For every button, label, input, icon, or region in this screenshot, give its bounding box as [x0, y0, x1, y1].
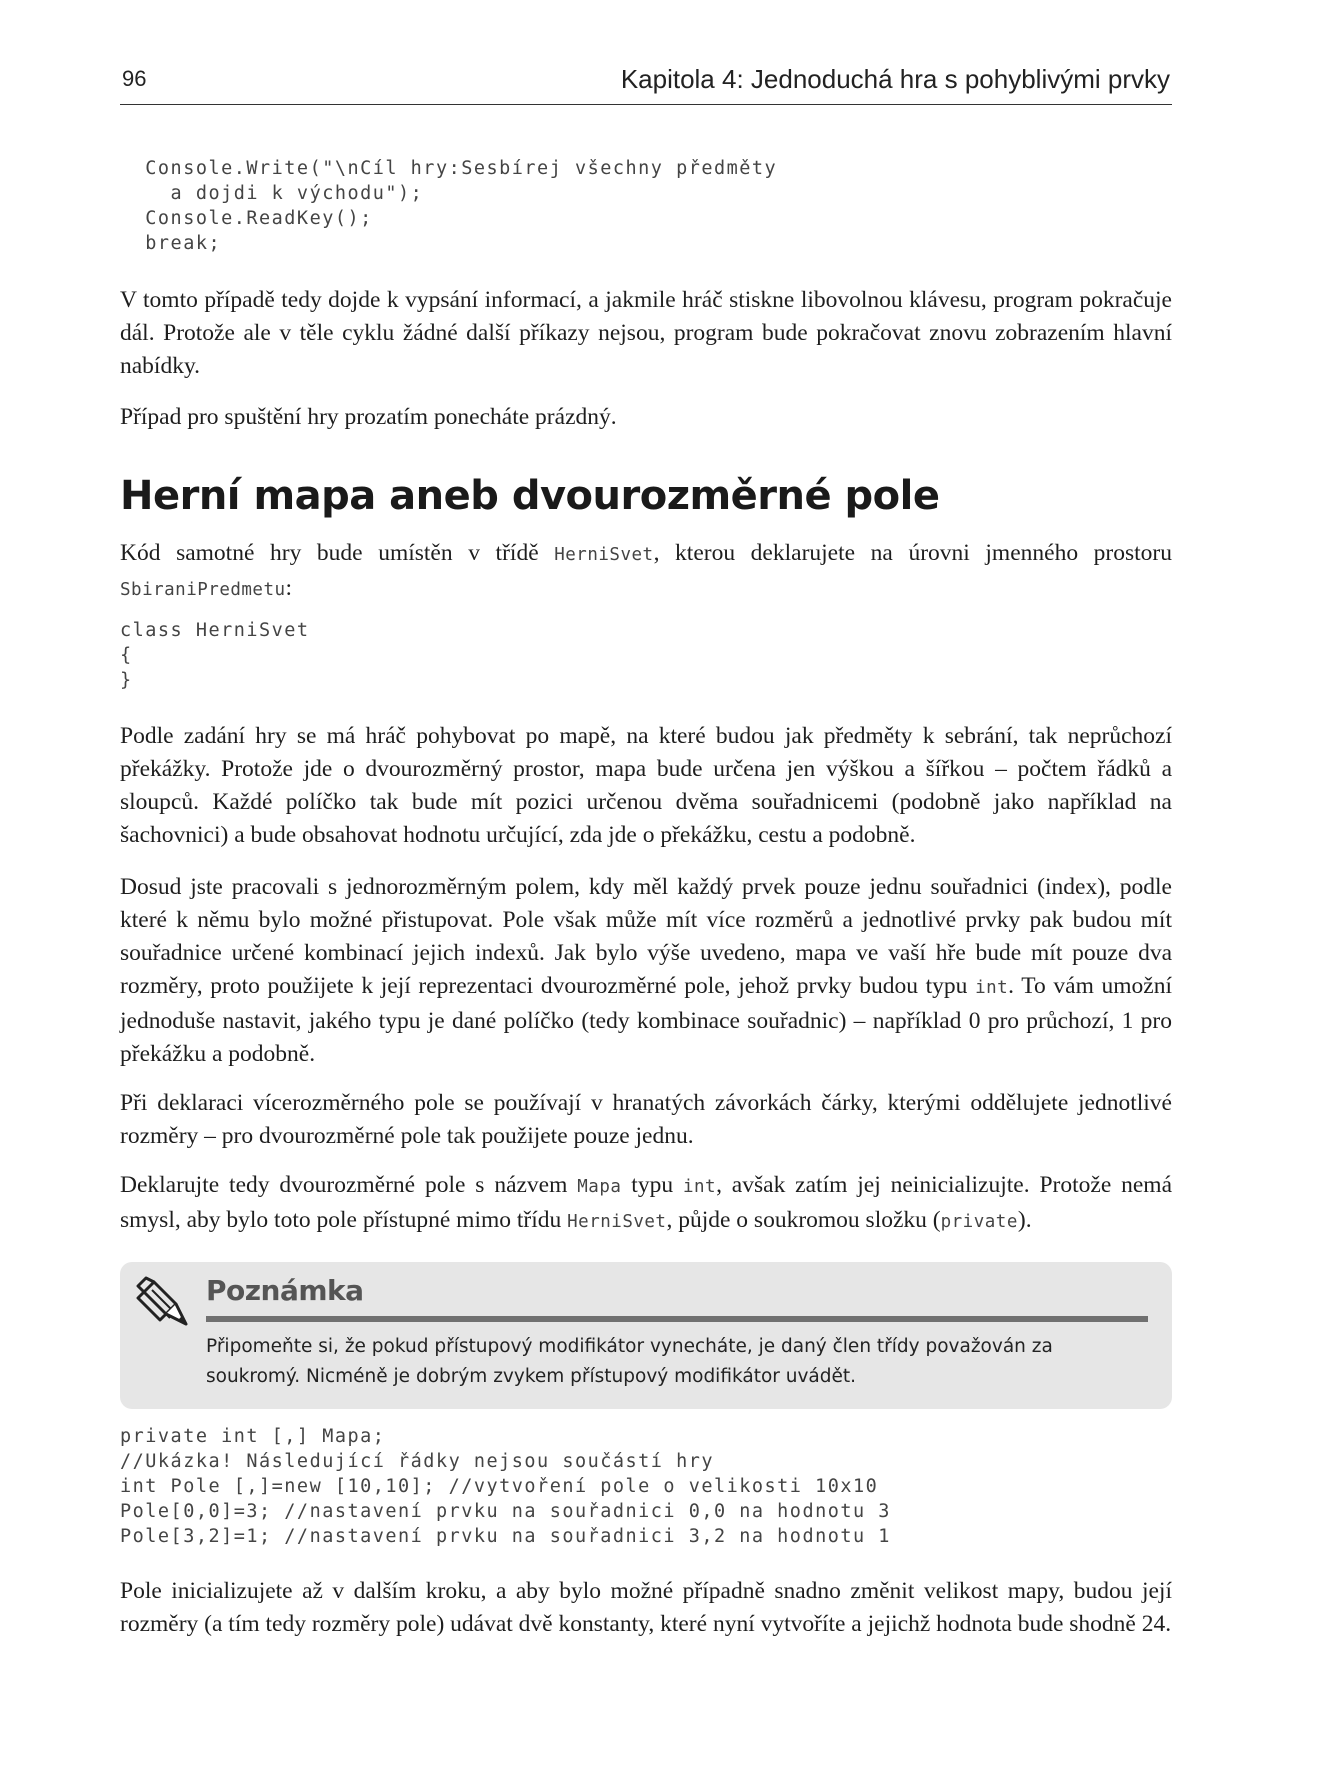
inline-code: int	[975, 978, 1009, 998]
code-line: Console.Write("\nCíl hry:Sesbírej všechny předměty	[120, 158, 778, 179]
paragraph-constants: Pole inicializujete až v dalším kroku, a aby bylo možné případně snadno změnit velikost mapy, budou její rozměry (a tím tedy rozměry pole) udávat dvě konstanty, které nyní vytvoříte a jejichž hodnota bude shodně 24.	[120, 1578, 1172, 1637]
note-box	[120, 1262, 1172, 1409]
code-line: {	[120, 645, 133, 666]
code-line: }	[120, 670, 133, 691]
code-line: break;	[120, 233, 222, 254]
paragraph-arrays	[120, 871, 1172, 1071]
inline-code: int	[682, 1177, 717, 1197]
paragraph-class-location	[120, 537, 1172, 607]
paragraph-declaration: Při deklaraci vícerozměrného pole se používají v hranatých závorkách čárky, kterými oddělujete jednotlivé rozměry – pro dvourozměrné pole tak použijete pouze jednu.	[120, 1090, 1172, 1149]
code-line: class HerniSvet	[120, 620, 310, 641]
pencil-note-icon	[136, 1276, 194, 1334]
paragraph-map-description: Podle zadání hry se má hráč pohybovat po mapě, na které budou jak předměty k sebrání, tak neprůchozí překážky. Protože jde o dvourozměrný prostor, mapa bude určena jen výškou a šířkou – počtem řádků a sloupců. Každé políčko tak bude mít pozici určenou dvěma souřadnicemi (podobně jako například na šachovnici) a bude obsahovat hodnotu určující, zda jde o překážku, cestu a podobně.	[120, 723, 1172, 848]
text-run: Dosud jste pracovali s jednorozměrným polem, kdy měl každý prvek pouze jednu souřadnici (index), podle které k němu bylo možné přistupovat. Pole však může mít více rozměrů a jednotlivé prvky pak budou mít souřadnice určené kombinací jejich indexů. Jak bylo výše uvedeno, mapa ve vaší hře bude mít pouze dva rozměry, proto použijete k její reprezentaci dvourozměrné pole, jehož prvky budou typu	[120, 874, 1172, 999]
inline-code: Mapa	[577, 1177, 622, 1197]
paragraph-empty-case: Případ pro spuštění hry prozatím ponecháte prázdný.	[120, 404, 617, 430]
section-heading: Herní mapa aneb dvourozměrné pole	[120, 473, 940, 519]
code-line: int Pole [,]=new [10,10]; //vytvoření pole o velikosti 10x10	[120, 1476, 879, 1497]
code-line: Pole[3,2]=1; //nastavení prvku na souřadnici 3,2 na hodnotu 1	[120, 1526, 891, 1547]
text-run: . To vám umožní jednoduše nastavit, jakého typu je dané políčko (tedy kombinace souřadnic) – například 0 pro průchozí, 1 pro překážku a podobně.	[120, 973, 1172, 1067]
code-line: a dojdi k východu");	[120, 183, 424, 204]
text-run: Kód samotné hry bude umístěn v třídě	[120, 540, 555, 566]
text-run: , avšak zatím jej neinicializujte. Protože nemá smysl, aby bylo toto pole přístupné mimo třídu	[120, 1172, 1173, 1233]
code-line: Console.ReadKey();	[120, 208, 373, 229]
inline-code: HerniSvet	[554, 545, 654, 565]
code-block-console	[120, 156, 777, 256]
code-block-class	[120, 618, 310, 693]
paragraph-declare-map	[120, 1169, 1172, 1239]
page-number: 96	[122, 66, 147, 91]
inline-code: private	[940, 1212, 1018, 1232]
chapter-title: Kapitola 4: Jednoduchá hra s pohyblivými prvky	[620, 64, 1170, 94]
note-divider	[206, 1316, 1148, 1322]
paragraph-intro: V tomto případě tedy dojde k vypsání informací, a jakmile hráč stiskne libovolnou klávesu, program pokračuje dál. Protože ale v těle cyklu žádné další příkazy nejsou, program bude pokračovat znovu zobrazením hlavní nabídky.	[120, 287, 1172, 379]
note-title: Poznámka	[206, 1274, 364, 1307]
text-run: , půjde o soukromou složku (	[666, 1207, 941, 1233]
text-run: ).	[1017, 1207, 1032, 1233]
code-block-array	[120, 1424, 891, 1549]
text-run: typu	[621, 1172, 683, 1198]
text-run: , kterou deklarujete na úrovni jmenného prostoru	[653, 540, 1172, 566]
inline-code: HerniSvet	[567, 1212, 667, 1232]
note-text: Připomeňte si, že pokud přístupový modifikátor vynecháte, je daný člen třídy považován za soukromý. Nicméně je dobrým zvykem přístupový modifikátor uvádět.	[206, 1336, 1053, 1387]
page-header	[120, 64, 1172, 105]
code-line: //Ukázka! Následující řádky nejsou součástí hry	[120, 1451, 714, 1472]
code-line: Pole[0,0]=3; //nastavení prvku na souřadnici 0,0 na hodnotu 3	[120, 1501, 891, 1522]
code-line: private int [,] Mapa;	[120, 1426, 386, 1447]
text-run: Deklarujte tedy dvourozměrné pole s názvem	[120, 1172, 578, 1198]
inline-code: SbiraniPredmetu	[120, 580, 286, 600]
text-run: :	[285, 575, 293, 601]
